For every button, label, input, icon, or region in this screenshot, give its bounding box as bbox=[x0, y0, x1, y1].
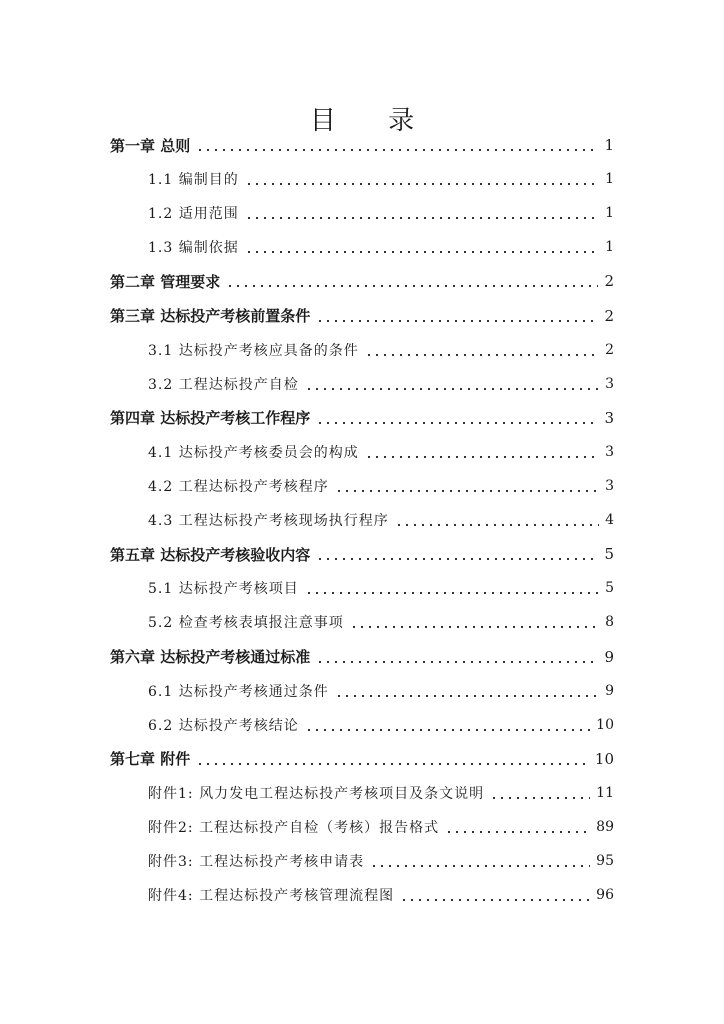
dot-leader bbox=[316, 422, 598, 424]
dot-leader bbox=[335, 490, 599, 492]
toc-entry-chapter[interactable] bbox=[110, 537, 614, 571]
dot-leader bbox=[365, 354, 599, 356]
toc-entry-label: 4.2 工程达标投产考核程序 bbox=[148, 479, 329, 495]
toc-entry-section[interactable] bbox=[148, 333, 614, 367]
dot-leader bbox=[305, 729, 590, 731]
toc-page-number: 89 bbox=[596, 819, 614, 835]
dot-leader bbox=[245, 183, 599, 185]
toc-entry-section[interactable] bbox=[148, 230, 614, 264]
toc-page-number: 9 bbox=[605, 682, 614, 699]
toc-page-number: 2 bbox=[604, 306, 614, 325]
toc-page-number: 4 bbox=[605, 512, 614, 529]
toc-entry-label: 第二章 管理要求 bbox=[110, 272, 221, 291]
dot-leader bbox=[245, 251, 599, 253]
toc-entry-label: 4.3 工程达标投产考核现场执行程序 bbox=[148, 513, 389, 530]
toc-page-number: 3 bbox=[605, 375, 614, 392]
toc-page-number: 3 bbox=[605, 443, 614, 460]
toc-entry-chapter[interactable] bbox=[110, 264, 614, 298]
toc-entry-section[interactable] bbox=[148, 674, 614, 708]
toc-page-number: 3 bbox=[605, 478, 614, 494]
toc-entry-label: 3.1 达标投产考核应具备的条件 bbox=[148, 342, 359, 359]
dot-leader bbox=[245, 217, 599, 219]
toc-page-number: 1 bbox=[604, 136, 614, 154]
toc-entry-label: 6.1 达标投产考核通过条件 bbox=[148, 683, 329, 700]
toc-entry-section[interactable] bbox=[148, 503, 614, 537]
toc-page-number: 95 bbox=[596, 853, 614, 870]
toc-entry-label: 4.1 达标投产考核委员会的构成 bbox=[148, 444, 359, 461]
toc-entry-section[interactable] bbox=[148, 162, 614, 196]
dot-leader bbox=[335, 695, 599, 697]
toc-page-number: 9 bbox=[604, 647, 614, 666]
toc-entry-label: 附件2: 工程达标投产自检（考核）报告格式 bbox=[148, 820, 440, 836]
toc-entry-section[interactable] bbox=[148, 571, 614, 605]
dot-leader bbox=[350, 626, 599, 628]
toc-entry-chapter[interactable] bbox=[110, 640, 614, 674]
dot-leader bbox=[305, 592, 599, 594]
toc-entry-label: 附件3: 工程达标投产考核申请表 bbox=[148, 854, 365, 871]
dot-leader bbox=[196, 763, 589, 765]
dot-leader bbox=[305, 388, 599, 390]
toc-entry-appendix[interactable] bbox=[148, 776, 614, 810]
dot-leader bbox=[196, 149, 598, 151]
dot-leader bbox=[400, 899, 590, 901]
dot-leader bbox=[445, 831, 590, 833]
dot-leader bbox=[490, 797, 590, 799]
toc-entry-label: 1.3 编制依据 bbox=[148, 240, 239, 257]
toc-entry-chapter[interactable] bbox=[110, 401, 614, 435]
toc-entry-label: 6.2 达标投产考核结论 bbox=[148, 717, 299, 734]
toc-entry-section[interactable] bbox=[148, 605, 614, 639]
toc-page-number: 1 bbox=[605, 205, 614, 222]
toc-entry-chapter[interactable] bbox=[110, 299, 614, 333]
toc-entry-label: 1.1 编制目的 bbox=[148, 172, 239, 189]
dot-leader bbox=[365, 456, 599, 458]
toc-entry-label: 第七章 附件 bbox=[110, 750, 191, 769]
toc-entry-chapter[interactable] bbox=[110, 128, 614, 162]
dot-leader bbox=[316, 661, 598, 663]
toc-entry-label: 第四章 达标投产考核工作程序 bbox=[110, 409, 311, 428]
toc-page-number: 10 bbox=[594, 749, 614, 768]
toc-entry-section[interactable] bbox=[148, 469, 614, 503]
toc-page-number: 1 bbox=[605, 171, 614, 188]
toc-entry-section[interactable] bbox=[148, 196, 614, 230]
toc-page-number: 1 bbox=[605, 239, 614, 256]
toc-page-number: 2 bbox=[604, 272, 614, 291]
toc-page-number: 10 bbox=[596, 716, 614, 733]
toc-page-number: 11 bbox=[596, 784, 614, 801]
toc-entry-chapter[interactable] bbox=[110, 742, 614, 776]
toc-entry-label: 第五章 达标投产考核验收内容 bbox=[110, 545, 311, 564]
toc-entry-label: 附件1: 风力发电工程达标投产考核项目及条文说明 bbox=[148, 785, 485, 802]
toc-entry-section[interactable] bbox=[148, 367, 614, 401]
dot-leader bbox=[226, 285, 598, 287]
dot-leader bbox=[395, 524, 599, 526]
toc-entry-section[interactable] bbox=[148, 435, 614, 469]
toc-entry-appendix[interactable] bbox=[148, 878, 614, 912]
toc-entry-label: 第六章 达标投产考核通过标准 bbox=[110, 648, 311, 666]
toc-entry-label: 5.1 达标投产考核项目 bbox=[148, 581, 299, 598]
toc-entry-appendix[interactable] bbox=[148, 844, 614, 878]
toc-entry-section[interactable] bbox=[148, 708, 614, 742]
toc-page-number: 5 bbox=[605, 580, 614, 597]
toc-entry-label: 第一章 总则 bbox=[110, 136, 191, 155]
toc-entry-label: 3.2 工程达标投产自检 bbox=[148, 376, 299, 393]
toc-entry-appendix[interactable] bbox=[148, 810, 614, 844]
dot-leader bbox=[316, 558, 598, 560]
toc-entry-label: 5.2 检查考核表填报注意事项 bbox=[148, 615, 344, 632]
toc-page-number: 96 bbox=[596, 887, 614, 904]
dot-leader bbox=[316, 320, 598, 322]
toc-page-number: 8 bbox=[605, 614, 614, 631]
toc-entry-label: 第三章 达标投产考核前置条件 bbox=[110, 307, 311, 325]
toc-page-number: 2 bbox=[605, 341, 614, 358]
toc-entry-label: 1.2 适用范围 bbox=[148, 206, 239, 223]
dot-leader bbox=[370, 865, 590, 867]
toc-page-number: 5 bbox=[604, 545, 614, 564]
toc-entry-label: 附件4: 工程达标投产考核管理流程图 bbox=[148, 888, 395, 905]
page-title: 目 录 bbox=[309, 106, 437, 137]
toc-page-number: 3 bbox=[604, 408, 614, 427]
